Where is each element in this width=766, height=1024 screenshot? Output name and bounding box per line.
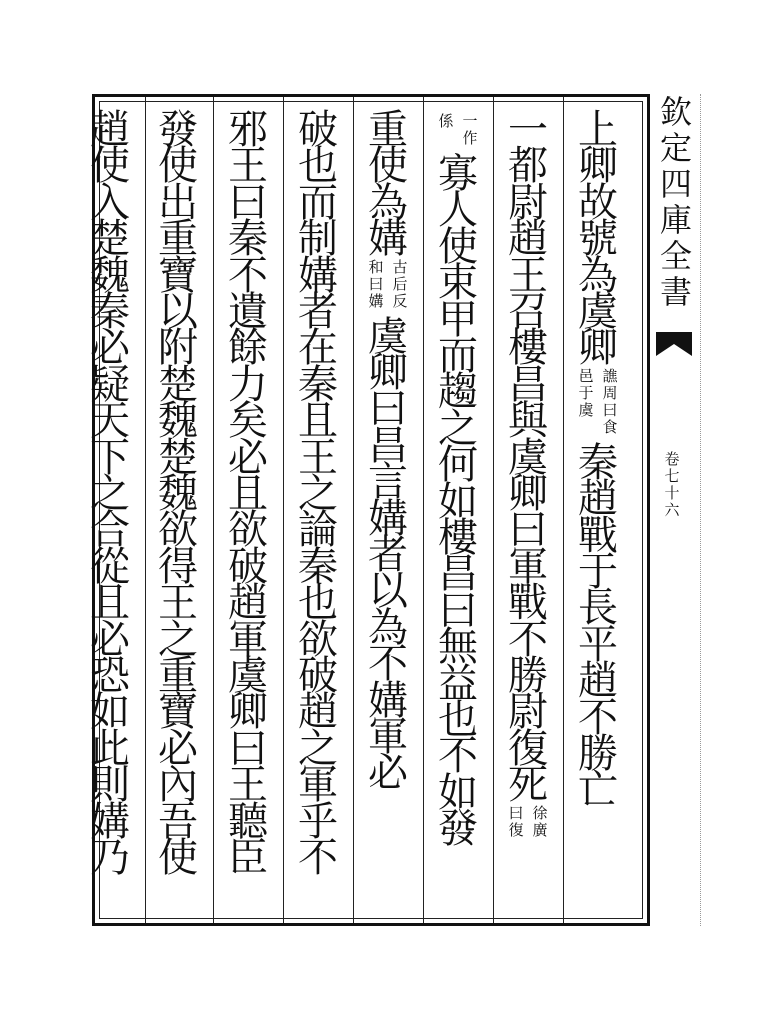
text-char: 如 — [90, 689, 130, 736]
text-char: 昌 — [368, 422, 408, 469]
margin-title-char: 書 — [659, 273, 692, 311]
text-char: 為 — [578, 252, 618, 299]
text-char: 寶 — [158, 689, 198, 736]
text-char: 樓 — [438, 515, 478, 561]
margin-volume-char: 十 — [664, 484, 680, 502]
text-char: 以 — [368, 568, 408, 615]
text-char: 趨 — [438, 369, 478, 416]
text-char: 卿 — [228, 689, 268, 736]
text-char: 力 — [228, 361, 268, 408]
annotation-char: 于 — [578, 383, 594, 402]
text-char: 破 — [298, 107, 338, 153]
text-char: 虞 — [368, 313, 408, 360]
text-char: 復 — [508, 725, 548, 772]
text-char: 卿 — [368, 350, 408, 396]
text-char: 使 — [438, 223, 478, 270]
text-char: 者 — [368, 532, 408, 578]
text-char: 聽 — [228, 798, 268, 845]
text-char: 邪 — [228, 107, 268, 153]
text-char: 軍 — [228, 616, 268, 663]
annotation-char: 食 — [602, 417, 618, 436]
annotation-char: 係 — [438, 112, 454, 130]
text-char: 戰 — [508, 580, 548, 627]
text-char: 于 — [578, 549, 618, 595]
text-char: 王 — [228, 143, 268, 190]
column-rule — [493, 97, 494, 923]
text-char: 內 — [158, 762, 198, 809]
text-char: 遺 — [228, 289, 268, 335]
margin-title-char: 全 — [659, 237, 692, 275]
column-rule — [423, 97, 424, 923]
margin-volume-char: 卷 — [664, 450, 680, 468]
text-char: 此 — [90, 725, 130, 772]
text-char: 曰 — [438, 587, 478, 634]
text-char: 王 — [228, 762, 268, 809]
text-char: 必 — [228, 434, 268, 481]
text-char: 發 — [158, 107, 198, 153]
text-char: 軍 — [298, 762, 338, 809]
text-char: 破 — [228, 543, 268, 590]
text-char: 平 — [578, 621, 618, 668]
text-char: 從 — [90, 543, 130, 590]
text-char: 矣 — [228, 398, 268, 445]
text-char: 召 — [508, 289, 548, 335]
text-char: 戰 — [578, 512, 618, 559]
text-char: 入 — [90, 179, 130, 226]
text-char: 為 — [368, 604, 408, 651]
text-char: 王 — [508, 252, 548, 299]
text-char: 之 — [298, 471, 338, 517]
text-char: 軍 — [508, 543, 548, 590]
text-char: 人 — [438, 187, 478, 234]
annotation-char: 反 — [392, 291, 408, 310]
text-char: 不 — [438, 733, 478, 780]
text-char: 以 — [158, 289, 198, 335]
annotation-char: 曰 — [508, 803, 524, 822]
text-char: 尉 — [508, 689, 548, 736]
margin-volume-char: 七 — [664, 467, 680, 485]
text-char: 發 — [438, 806, 478, 853]
text-char: 欲 — [228, 507, 268, 554]
annotation-char: 徐 — [532, 803, 548, 822]
column-rule — [283, 97, 284, 923]
text-char: 與 — [508, 398, 548, 445]
text-char: 出 — [158, 179, 198, 226]
column-rule — [563, 97, 564, 923]
text-char: 軍 — [368, 714, 408, 760]
text-char: 寶 — [158, 252, 198, 299]
text-char: 一 — [508, 107, 548, 153]
text-char: 虞 — [508, 434, 548, 481]
text-char: 不 — [508, 616, 548, 663]
text-char: 天 — [90, 398, 130, 445]
text-char: 昌 — [438, 551, 478, 598]
text-char: 餘 — [228, 325, 268, 372]
margin-title-char: 定 — [659, 129, 692, 167]
text-char: 不 — [298, 835, 338, 881]
text-char: 不 — [368, 641, 408, 688]
text-char: 合 — [90, 507, 130, 554]
text-char: 束 — [438, 260, 478, 307]
text-char: 趙 — [508, 216, 548, 263]
text-char: 媾 — [368, 216, 408, 263]
text-char: 使 — [368, 143, 408, 190]
text-char: 使 — [90, 143, 130, 190]
annotation-char: 廣 — [532, 820, 548, 839]
text-char: 秦 — [90, 289, 130, 335]
text-char: 媾 — [368, 495, 408, 542]
annotation-char: 周 — [602, 383, 618, 402]
text-char: 恐 — [90, 653, 130, 699]
text-char: 勝 — [508, 653, 548, 699]
text-char: 必 — [90, 325, 130, 372]
text-char: 之 — [298, 725, 338, 772]
text-char: 也 — [438, 697, 478, 743]
text-char: 如 — [438, 769, 478, 816]
margin-rule — [700, 94, 701, 926]
annotation-char: 復 — [508, 820, 524, 839]
text-char: 為 — [368, 179, 408, 226]
text-char: 媾 — [368, 677, 408, 724]
text-char: 曰 — [368, 386, 408, 433]
text-char: 臣 — [228, 835, 268, 881]
text-char: 樓 — [508, 325, 548, 372]
text-char: 言 — [368, 459, 408, 506]
text-char: 也 — [298, 580, 338, 627]
fish-tail-mark-icon — [654, 330, 694, 358]
text-char: 乃 — [90, 835, 130, 881]
text-char: 則 — [90, 762, 130, 809]
text-char: 故 — [578, 179, 618, 226]
text-char: 都 — [508, 143, 548, 190]
text-char: 不 — [228, 252, 268, 299]
text-char: 之 — [438, 405, 478, 452]
text-char: 昌 — [508, 361, 548, 408]
text-char: 必 — [368, 750, 408, 797]
text-char: 虞 — [228, 653, 268, 699]
text-char: 必 — [158, 725, 198, 772]
text-char: 乎 — [298, 798, 338, 845]
text-char: 魏 — [158, 471, 198, 517]
annotation-char: 虞 — [578, 400, 594, 419]
text-char: 者 — [298, 289, 338, 335]
text-char: 虞 — [578, 289, 618, 335]
text-char: 趙 — [578, 476, 618, 523]
annotation-char: 曰 — [602, 400, 618, 419]
text-char: 長 — [578, 585, 618, 632]
text-char: 媾 — [90, 798, 130, 845]
text-char: 欲 — [158, 507, 198, 554]
text-char: 且 — [298, 398, 338, 445]
column-rule — [213, 97, 214, 923]
column-rule — [353, 97, 354, 923]
text-char: 之 — [158, 616, 198, 663]
text-char: 且 — [90, 580, 130, 627]
text-char: 使 — [158, 143, 198, 190]
annotation-char: 媾 — [368, 291, 384, 310]
text-char: 寡 — [438, 151, 478, 197]
text-char: 之 — [90, 471, 130, 517]
annotation-char: 一 — [462, 112, 478, 130]
text-char: 曰 — [228, 179, 268, 226]
text-char: 亡 — [578, 767, 618, 814]
text-char: 何 — [438, 442, 478, 489]
text-char: 重 — [158, 216, 198, 263]
text-char: 上 — [578, 107, 618, 153]
text-char: 曰 — [228, 725, 268, 772]
text-char: 卿 — [578, 325, 618, 372]
annotation-char: 作 — [462, 129, 478, 147]
annotation-char: 后 — [392, 274, 408, 293]
text-char: 如 — [438, 478, 478, 525]
text-char: 在 — [298, 325, 338, 372]
text-char: 不 — [578, 694, 618, 741]
text-char: 魏 — [158, 398, 198, 445]
text-char: 卿 — [578, 143, 618, 190]
text-char: 曰 — [508, 507, 548, 554]
text-char: 趙 — [298, 689, 338, 736]
text-char: 王 — [158, 580, 198, 627]
text-char: 破 — [298, 653, 338, 699]
text-char: 秦 — [298, 361, 338, 408]
text-char: 魏 — [90, 252, 130, 299]
margin-title-char: 庫 — [659, 201, 692, 239]
text-char: 而 — [298, 179, 338, 226]
text-char: 必 — [90, 616, 130, 663]
annotation-char: 曰 — [368, 274, 384, 293]
text-char: 甲 — [438, 296, 478, 343]
text-char: 益 — [438, 660, 478, 707]
annotation-char: 邑 — [578, 366, 594, 385]
text-char: 卿 — [508, 471, 548, 517]
text-char: 重 — [158, 653, 198, 699]
text-char: 欲 — [298, 616, 338, 663]
text-char: 趙 — [578, 658, 618, 705]
text-char: 而 — [438, 333, 478, 379]
margin-title-char: 四 — [659, 165, 692, 203]
margin-volume-char: 六 — [664, 501, 680, 519]
text-char: 趙 — [90, 107, 130, 153]
text-char: 秦 — [298, 543, 338, 590]
annotation-char: 譙 — [602, 366, 618, 385]
text-char: 疑 — [90, 361, 130, 408]
margin-title-char: 欽 — [659, 93, 692, 131]
column-rule — [145, 97, 146, 923]
text-char: 死 — [508, 762, 548, 809]
text-char: 無 — [438, 624, 478, 671]
text-char: 重 — [368, 107, 408, 153]
text-char: 王 — [298, 434, 338, 481]
text-char: 號 — [578, 216, 618, 263]
text-char: 使 — [158, 835, 198, 881]
text-char: 楚 — [158, 434, 198, 481]
text-char: 論 — [298, 507, 338, 554]
text-char: 秦 — [578, 439, 618, 486]
annotation-char: 和 — [368, 257, 384, 276]
text-char: 下 — [90, 434, 130, 481]
text-char: 趙 — [228, 580, 268, 627]
text-char: 且 — [228, 471, 268, 517]
text-char: 制 — [298, 216, 338, 263]
text-char: 媾 — [298, 252, 338, 299]
text-char: 尉 — [508, 179, 548, 226]
text-char: 勝 — [578, 731, 618, 777]
text-char: 得 — [158, 543, 198, 590]
text-char: 吾 — [158, 798, 198, 845]
text-char: 附 — [158, 325, 198, 372]
annotation-char: 古 — [392, 257, 408, 276]
text-char: 秦 — [228, 216, 268, 263]
text-char: 也 — [298, 143, 338, 190]
text-char: 楚 — [158, 361, 198, 408]
text-char: 楚 — [90, 216, 130, 263]
